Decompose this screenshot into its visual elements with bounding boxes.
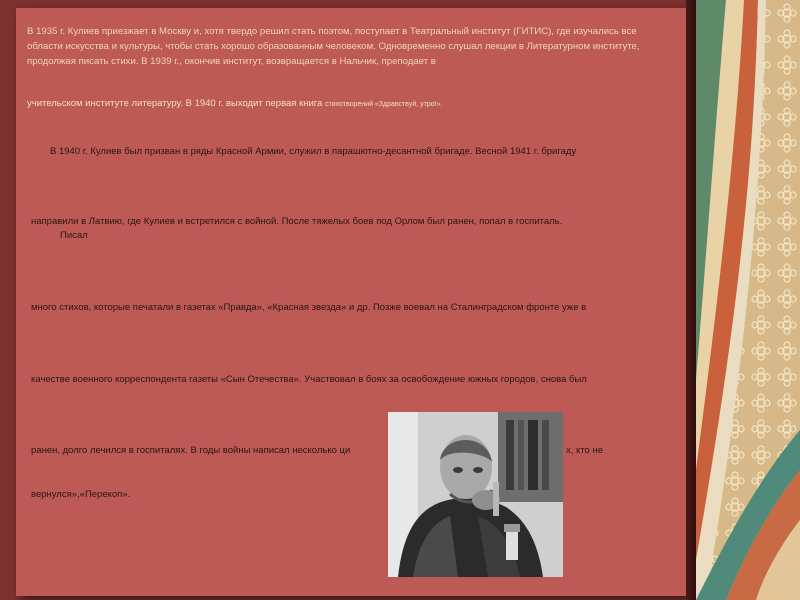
paragraph-5: много стихов, которые печатали в газетах «Правда», «Красная звезда» и др. Позже воевал на Сталинградском фронте уже в [31,302,587,313]
paragraph-7-tail: х, кто не [566,445,603,456]
paragraph-1: В 1935 г. Кулиев приезжает в Москву и, хотя твердо решил стать поэтом, поступает в Театральный институт (ГИТИС), где изучались все области искусства и культуры, чтобы стать хорошо образованным человеком. Одновременно слушал лекции в Литературном институте, продолжая писать стихи. В 1939 г., окончив институт, возвращается в Нальчик, преподает в [27,26,640,67]
paragraph-4-continued: Писал [60,230,88,241]
paragraph-8: вернулся»,«Перекоп». [31,489,131,500]
paragraph-4: направили в Латвию, где Кулиев и встретился с войной. После тяжелых боев под Орлом был ранен, попал в госпиталь. [31,216,563,227]
paragraph-2 [27,97,442,112]
paragraph-2-main: учительском институте литературу. В 1940 г. выходит первая книга [27,98,325,109]
paragraph-7: ранен, долго лечился в госпиталях. В годы войны написал несколько ци [31,445,351,456]
decorative-border [696,0,800,600]
paragraph-3: В 1940 г. Кулиев был призван в ряды Красной Армии, служил в парашютно-десантной бригаде. Весной 1941 г. бригаду [50,146,577,157]
portrait-photo [388,412,563,577]
paragraph-6: качестве военного корреспондента газеты «Сын Отечества». Участвовал в боях за освобождение южных городов, снова был [31,374,587,385]
paragraph-2-small: стихотворений «Здравствуй, утро!». [324,101,443,108]
